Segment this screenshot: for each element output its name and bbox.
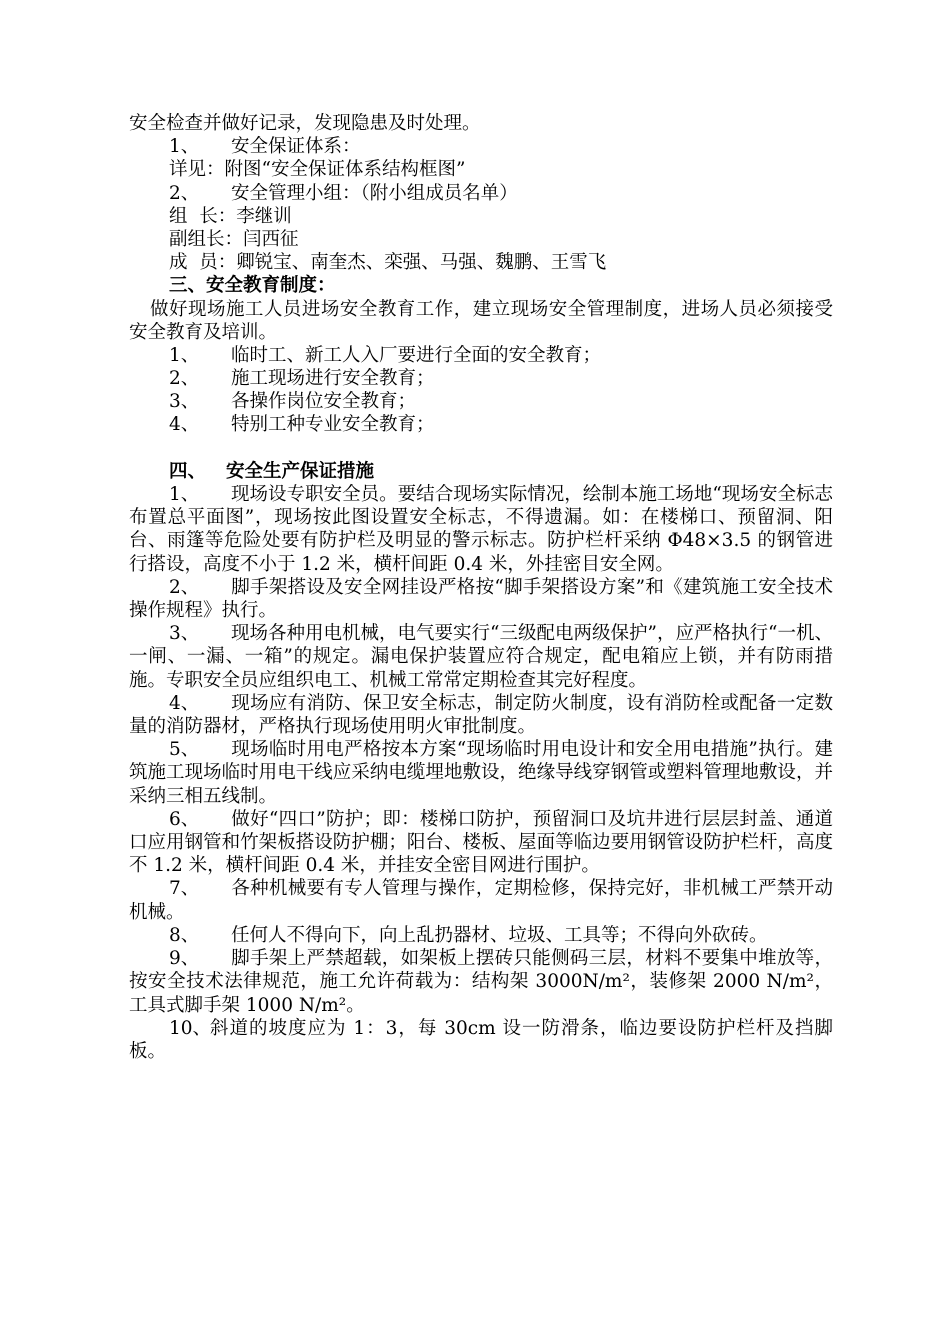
measure-paragraph	[129, 947, 833, 1017]
document-body	[129, 112, 833, 1063]
measure-paragraph	[129, 877, 833, 923]
section-title: 安全生产保证措施	[226, 460, 375, 482]
list-text: 临时工、新工人入厂要进行全面的安全教育；	[231, 344, 602, 366]
measure-text: 现场临时用电严格按本方案“现场临时用电设计和安全用电措施”执行。建筑施工现场临时用电干线应采纳电缆埋地敷设，绝缘导线穿钢管或塑料管理地敷设，并采纳三相五线制。	[129, 739, 833, 807]
measure-paragraph	[129, 808, 833, 878]
measure-text: 斜道的坡度应为 1：3，每 30cm 设一防滑条，临边要设防护栏杆及挡脚板。	[129, 1017, 833, 1062]
measure-number: 8、	[169, 924, 200, 946]
measure-text: 脚手架上严禁超载，如架板上摆砖只能侧码三层，材料不要集中堆放等，按安全技术法律规范，施工允许荷载为：结构架 3000N/m²，装修架 2000 N/m²，工具式脚手架 1000 N/m²。	[129, 948, 833, 1016]
measure-number: 2、	[169, 576, 200, 598]
measure-text: 做好“四口”防护；即：楼梯口防护，预留洞口及坑井进行层层封盖、通道口应用钢管和竹架板搭设防护棚；阳台、楼板、屋面等临边要用钢管设防护栏杆，高度不 1.2 米，横杆间距 0.4 米，并挂安全密目网进行围护。	[129, 808, 833, 877]
list-text: 施工现场进行安全教育；	[231, 368, 435, 390]
list-text: 安全保证体系：	[231, 136, 361, 158]
measure-paragraph	[129, 924, 833, 947]
measure-number: 5、	[169, 739, 200, 761]
list-number: 4、	[169, 414, 200, 436]
list-number: 3、	[169, 391, 200, 413]
measure-paragraph	[129, 692, 833, 738]
text-line: 副组长：闫西征	[169, 228, 299, 250]
measure-number: 4、	[169, 692, 200, 714]
measures-list	[129, 483, 833, 1063]
section-heading	[129, 460, 833, 483]
list-text: 各操作岗位安全教育；	[231, 391, 417, 413]
list-item	[129, 182, 833, 205]
measure-paragraph	[129, 622, 833, 692]
measure-number: 7、	[169, 878, 200, 900]
text-line: 详见：附图“安全保证体系结构框图”	[169, 159, 466, 181]
measure-text: 现场各种用电机械，电气要实行“三级配电两级保护”，应严格执行“一机、一闸、一漏、一箱”的规定。漏电保护装置应符合规定，配电箱应上锁，并有防雨措施。专职安全员应组织电工、机械工常常定期检查其完好程度。	[129, 623, 833, 691]
measure-text: 现场设专职安全员。要结合现场实际情况，绘制本施工场地“现场安全标志布置总平面图”，现场按此图设置安全标志，不得遗漏。如：在楼梯口、预留洞、阳台、雨篷等危险处要有防护栏及明显的警示标志。防护栏杆采纳 Φ48×3.5 的钢管进行搭设，高度不小于 1.2 米，横杆间距 0.4 米，外挂密目安全网。	[129, 484, 833, 575]
measure-number: 1、	[169, 484, 200, 506]
paragraph: 做好现场施工人员进场安全教育工作，建立现场安全管理制度，进场人员必须接受安全教育及培训。	[129, 298, 833, 343]
measure-paragraph	[129, 576, 833, 622]
measure-text: 各种机械要有专人管理与操作，定期检修，保持完好，非机械工严禁开动机械。	[129, 878, 833, 923]
measure-number: 6、	[169, 808, 200, 830]
measure-number: 3、	[169, 623, 200, 645]
measure-text: 脚手架搭设及安全网挂设严格按“脚手架搭设方案”和《建筑施工安全技术操作规程》执行。	[129, 576, 833, 622]
measure-paragraph	[129, 483, 833, 576]
list-item	[129, 413, 833, 436]
list-item	[129, 367, 833, 390]
list-item	[129, 390, 833, 413]
list-item	[129, 344, 833, 367]
text-line: 组 长：李继训	[169, 205, 292, 227]
measure-number: 9、	[169, 948, 200, 970]
list-number: 1、	[169, 136, 200, 158]
list-text: 特别工种专业安全教育；	[231, 414, 435, 436]
section-number: 四、	[169, 460, 207, 482]
measure-paragraph	[129, 1017, 833, 1063]
list-number: 1、	[169, 344, 200, 366]
measure-number: 10、	[169, 1017, 212, 1039]
measure-text: 任何人不得向下，向上乱扔器材、垃圾、工具等；不得向外砍砖。	[231, 924, 768, 946]
list-number: 2、	[169, 368, 200, 390]
measure-paragraph	[129, 738, 833, 808]
measure-text: 现场应有消防、保卫安全标志，制定防火制度，设有消防栓或配备一定数量的消防器材，严格执行现场使用明火审批制度。	[129, 692, 833, 738]
text-line: 成 员：卿锐宝、南奎杰、栾强、马强、魏鹏、王雪飞	[169, 252, 607, 274]
blank-line	[129, 437, 833, 460]
list-text: 安全管理小组：（附小组成员名单）	[231, 182, 518, 204]
list-item	[129, 135, 833, 158]
section-heading: 三、安全教育制度：	[169, 275, 336, 297]
list-number: 2、	[169, 182, 200, 204]
text-line: 安全检查并做好记录，发现隐患及时处理。	[129, 113, 481, 134]
